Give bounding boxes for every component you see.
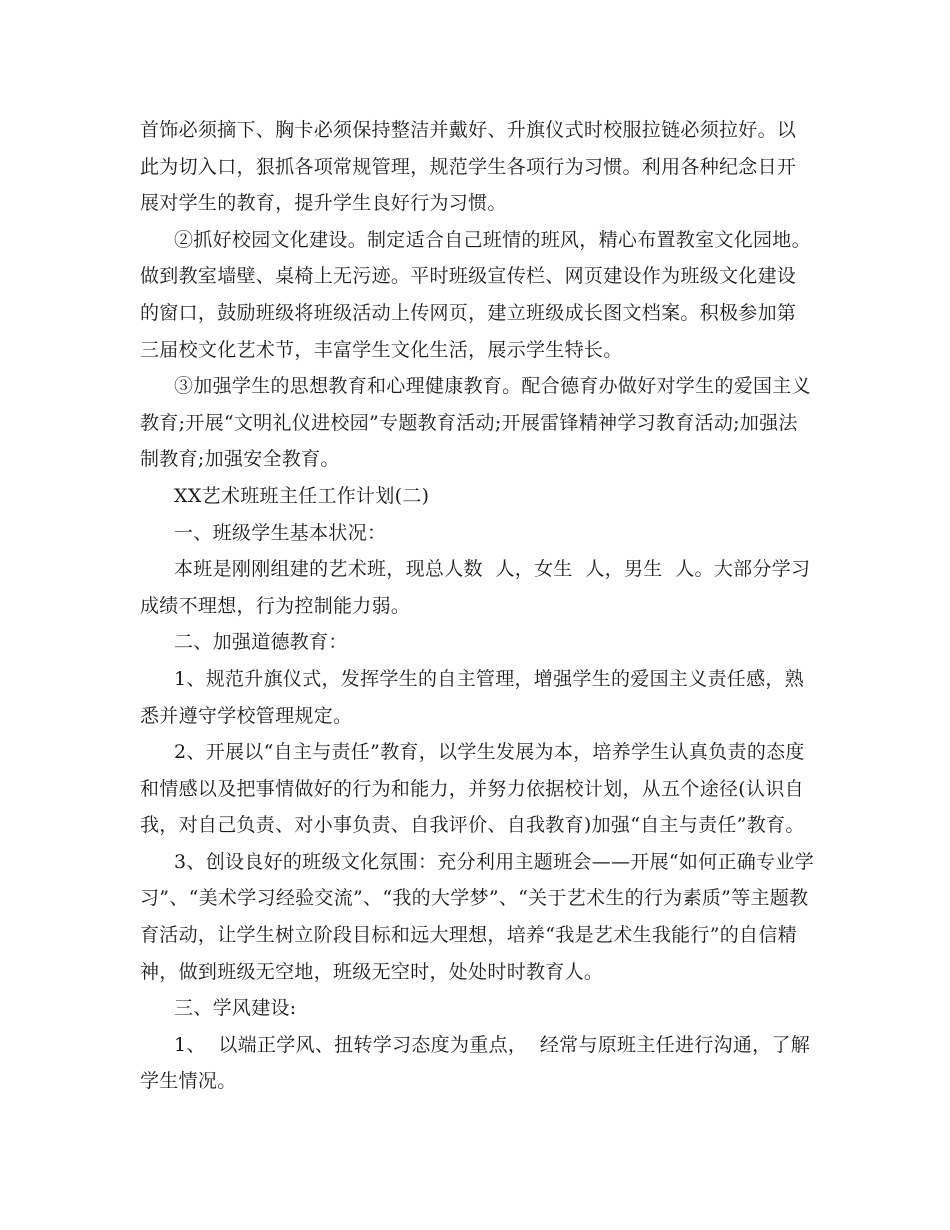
heading-moral-education: 二、加强道德教育：: [174, 631, 348, 654]
document-body: [140, 112, 815, 1100]
list-item-flag-ceremony: 1、规范升旗仪式，发挥学生的自主管理，增强学生的爱国主义责任感，熟悉并遵守学校管理规定。: [140, 667, 804, 727]
paragraph-campus-culture: ②抓好校园文化建设。制定适合自己班情的班风，精心布置教室文化园地。做到教室墙壁、桌椅上无污迹。平时班级宣传栏、网页建设作为班级文化建设的窗口，鼓励班级将班级活动上传网页，建立班级成长图文档案。积极参加第三届校文化艺术节，丰富学生文化生活，展示学生特长。: [140, 228, 811, 361]
list-item-autonomy-responsibility: 2、开展以“自主与责任”教育，以学生发展为本，培养学生认真负责的态度和情感以及把事情做好的行为和能力，并努力依据校计划，从五个途径(认识自我，对自己负责、对小事负责、自我评价、自我教育)加强“自主与责任”教育。: [140, 741, 805, 837]
paragraph-class-status: 本班是刚刚组建的艺术班，现总人数 人，女生 人，男生 人。大部分学习成绩不理想，行为控制能力弱。: [140, 558, 811, 617]
paragraph-uniform-rules: 首饰必须摘下、胸卡必须保持整洁并戴好、升旗仪式时校服拉链必须拉好。以此为切入口，狠抓各项常规管理，规范学生各项行为习惯。利用各种纪念日开展对学生的教育，提升学生良好行为习惯。: [140, 119, 797, 215]
list-item-class-culture: 3、创设良好的班级文化氛围：充分利用主题班会——开展“如何正确专业学习”、“美术学习经验交流”、“我的大学梦”、“关于艺术生的行为素质”等主题教育活动，让学生树立阶段目标和远大理想，培养“我是艺术生我能行”的自信精神，做到班级无空地，班级无空时，处处时时教育人。: [140, 850, 815, 983]
heading-study-style: 三、学风建设:: [174, 997, 297, 1020]
section-title: XX艺术班班主任工作计划(二): [174, 484, 430, 507]
heading-class-status: 一、班级学生基本状况：: [174, 521, 387, 544]
list-item-study-attitude: 1、 以端正学风、扭转学习态度为重点， 经常与原班主任进行沟通，了解学生情况。: [140, 1033, 811, 1093]
paragraph-moral-education: ③加强学生的思想教育和心理健康教育。配合德育办做好对学生的爱国主义教育;开展“文明礼仪进校园”专题教育活动;开展雷锋精神学习教育活动;加强法制教育;加强安全教育。: [140, 375, 811, 471]
